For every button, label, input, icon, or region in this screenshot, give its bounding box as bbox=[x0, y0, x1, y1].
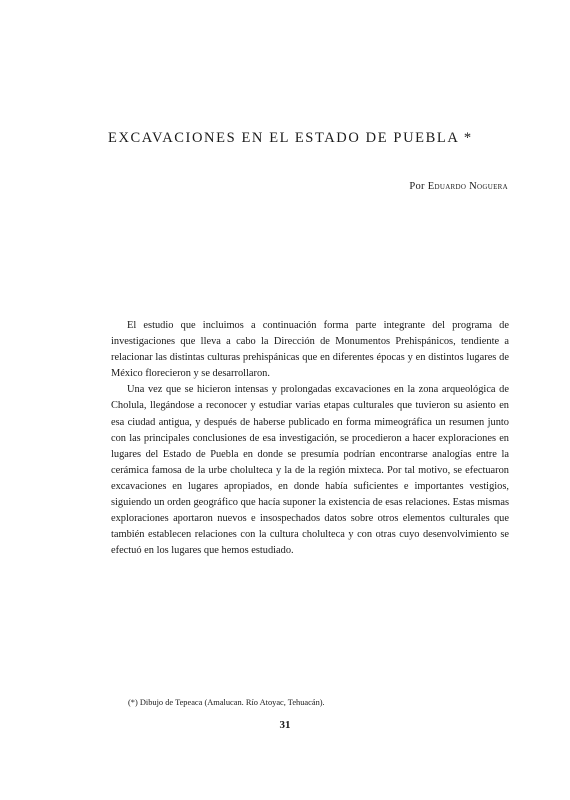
body-paragraph: Una vez que se hicieron intensas y prolongadas excavaciones en la zona arqueológica de Cholula, llegándose a reconocer y estudiar varias etapas culturales que tuvieron su asiento en esa ciudad antigua, y después de haberse publicado en forma mimeográfica un resumen junto con las principales conclusiones de esa investigación, se procedieron a hacer exploraciones en lugares del Estado de Puebla en donde se presumía podrían encontrarse analogías entre la cerámica famosa de la urbe cholulteca y la de la región mixteca. Por tal motivo, se efectuaron excavaciones en lugares apropiados, en donde había suficientes e importantes vestigios, siguiendo un orden geográfico que hacía suponer la existencia de esas relaciones. Estas mismas exploraciones aportaron nuevos e insospechados datos sobre otros elementos culturales que también establecen relaciones con la cultura cholulteca y con otras cuyo desenvolvimiento se efectuó en los lugares que hemos estudiado. bbox=[111, 384, 509, 557]
article-title: EXCAVACIONES EN EL ESTADO DE PUEBLA * bbox=[108, 130, 473, 146]
author-name: Eduardo Noguera bbox=[427, 181, 508, 192]
author-prefix: Por bbox=[409, 181, 425, 192]
author-line bbox=[409, 181, 508, 192]
body-paragraph: El estudio que incluimos a continuación forma parte integrante del programa de investigaciones que lleva a cabo la Dirección de Monumentos Prehispánicos, tendiente a relacionar las distintas culturas prehispánicas que en diferentes épocas y en distintos lugares de México florecieron y se desarrollaron. bbox=[111, 320, 509, 380]
footnote: (*) Dibujo de Tepeaca (Amalucan. Río Atoyac, Tehuacán). bbox=[128, 698, 325, 707]
article-body bbox=[111, 318, 509, 559]
page-number: 31 bbox=[279, 719, 291, 731]
